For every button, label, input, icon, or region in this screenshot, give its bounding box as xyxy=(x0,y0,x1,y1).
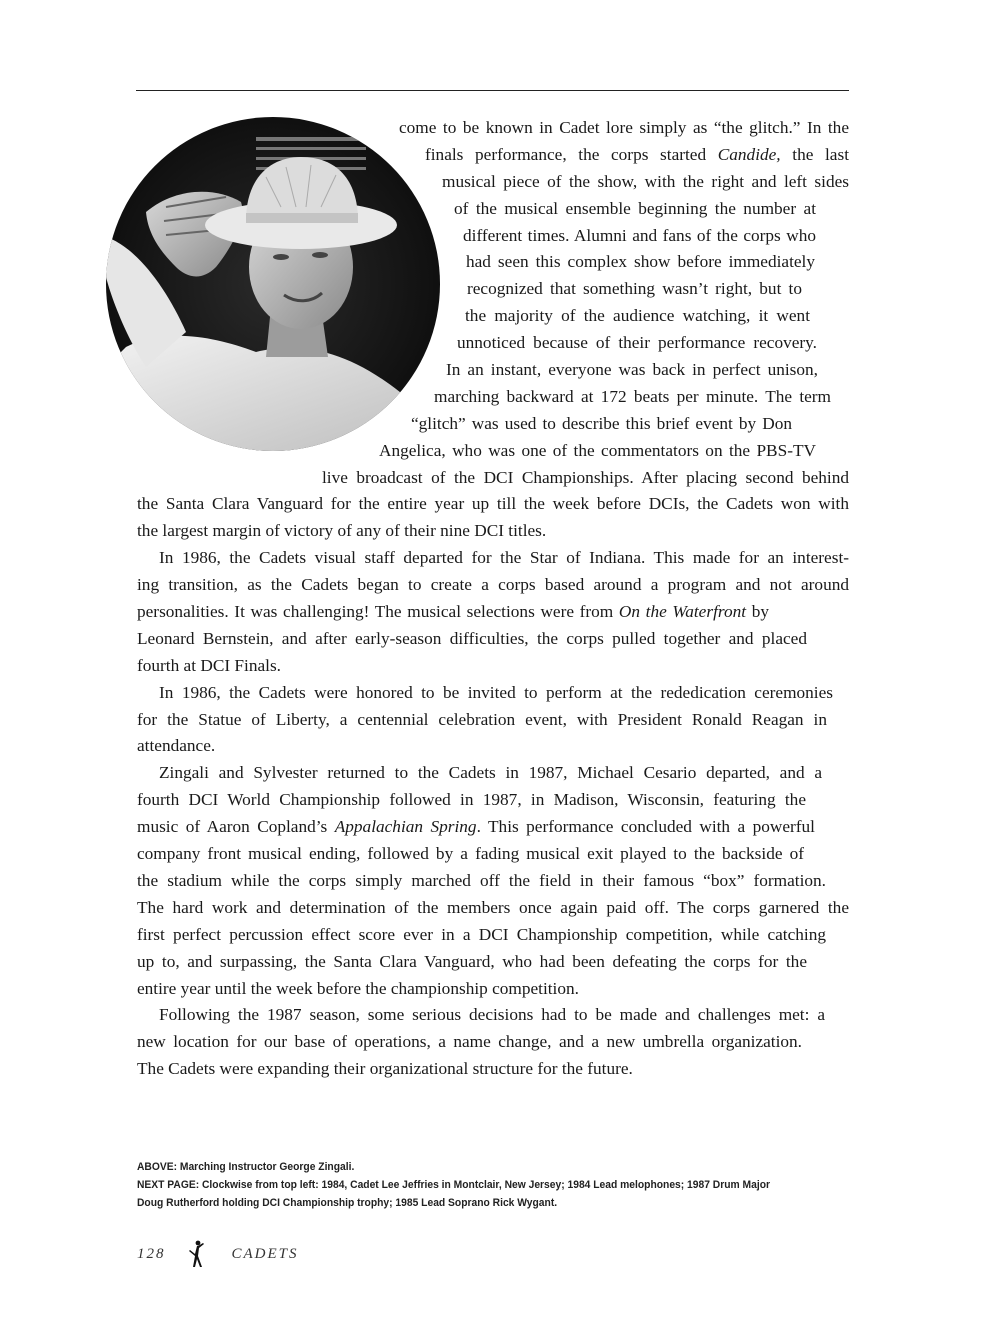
text-fragment: the last xyxy=(780,144,849,164)
text-line: fourth DCI World Championship followed in 1987, in Madison, Wisconsin, featuring the xyxy=(137,790,806,810)
caption-line: ABOVE: Marching Instructor George Zingali. xyxy=(137,1161,355,1173)
paragraph xyxy=(137,1002,849,1083)
paragraph xyxy=(137,680,849,761)
text-line: entire year until the week before the championship competition. xyxy=(137,978,579,998)
text-line: attendance. xyxy=(137,736,216,756)
text-fragment: . This performance concluded with a powerful xyxy=(476,817,815,837)
text-line: live broadcast of the DCI Championships. After placing second behind xyxy=(322,467,849,487)
text-line: The hard work and determination of the members once again paid off. The corps garnered the xyxy=(137,897,849,917)
italic-title: On the Waterfront xyxy=(618,602,747,622)
text-line: In an instant, everyone was back in perfect unison, xyxy=(446,360,818,380)
text-fragment: personalities. It was challenging! The musical selections were from xyxy=(137,602,619,622)
text-line: “glitch” was used to describe this brief event by Don xyxy=(411,413,792,433)
text-line: recognized that something wasn’t right, but to xyxy=(467,279,802,299)
page-footer xyxy=(137,1238,299,1270)
text-line: ing transition, as the Cadets began to create a corps based around a program and not around xyxy=(137,575,849,595)
page-number: 128 xyxy=(137,1245,166,1262)
text-line: new location for our base of operations, a name change, and a new umbrella organization. xyxy=(137,1032,802,1052)
italic-title: Appalachian Spring xyxy=(334,817,477,837)
text-line: unnoticed because of their performance recovery. xyxy=(457,333,817,353)
caption-line: Doug Rutherford holding DCI Championship trophy; 1985 Lead Soprano Rick Wygant. xyxy=(137,1197,558,1209)
text-line: marching backward at 172 beats per minute. The term xyxy=(434,386,831,406)
text-line xyxy=(137,814,815,841)
paragraph xyxy=(137,115,849,545)
text-line: first perfect percussion effect score ever in a DCI Championship competition, while catching xyxy=(137,924,826,944)
text-line: the Santa Clara Vanguard for the entire year up till the week before DCIs, the Cadets won with xyxy=(137,494,849,514)
text-line: Following the 1987 season, some serious decisions had to be made and challenges met: a xyxy=(159,1005,825,1025)
text-fragment: music of Aaron Copland’s xyxy=(137,817,335,837)
text-line: Zingali and Sylvester returned to the Cadets in 1987, Michael Cesario departed, and a xyxy=(159,763,822,783)
text-line: the largest margin of victory of any of their nine DCI titles. xyxy=(137,521,547,541)
cadet-figure-logo-icon xyxy=(186,1240,206,1268)
text-line: The Cadets were expanding their organizational structure for the future. xyxy=(137,1059,633,1079)
photo-caption xyxy=(137,1158,792,1212)
text-line: come to be known in Cadet lore simply as “the glitch.” In the xyxy=(399,118,849,137)
text-line: up to, and surpassing, the Santa Clara Vanguard, who had been defeating the corps for the xyxy=(137,951,807,971)
paragraph xyxy=(137,545,849,679)
text-line: the majority of the audience watching, it went xyxy=(465,306,810,326)
text-line: had seen this complex show before immediately xyxy=(466,252,815,272)
text-line: musical piece of the show, with the right and left sides xyxy=(442,171,849,191)
paragraph xyxy=(137,760,849,1002)
text-line: fourth at DCI Finals. xyxy=(137,655,281,675)
text-line: In 1986, the Cadets were honored to be invited to perform at the rededication ceremonies xyxy=(159,682,833,702)
body-text xyxy=(137,115,849,1083)
text-line: of the musical ensemble beginning the number at xyxy=(454,198,816,218)
text-fragment: by xyxy=(746,602,769,622)
caption-line: NEXT PAGE: Clockwise from top left: 1984, Cadet Lee Jeffries in Montclair, New Jersey; 1984 Lead melophones; 1987 Drum Major xyxy=(137,1179,771,1191)
text-line: for the Statue of Liberty, a centennial celebration event, with President Ronald Reagan in xyxy=(137,709,827,729)
italic-title: Candide, xyxy=(717,144,781,164)
text-fragment: finals performance, the corps started xyxy=(425,144,718,164)
text-line: the stadium while the corps simply marched off the field in their famous “box” formation. xyxy=(137,870,826,890)
text-line: In 1986, the Cadets visual staff departed for the Star of Indiana. This made for an interest- xyxy=(159,548,849,568)
running-head: CADETS xyxy=(231,1245,299,1262)
text-line: Angelica, who was one of the commentators on the PBS-TV xyxy=(379,440,816,460)
text-line: Leonard Bernstein, and after early-season difficulties, the corps pulled together and placed xyxy=(137,628,807,648)
text-line xyxy=(425,142,849,169)
top-rule xyxy=(136,90,849,91)
text-line: different times. Alumni and fans of the corps who xyxy=(463,225,816,245)
text-line: company front musical ending, followed by a fading musical exit played to the backside of xyxy=(137,844,804,864)
text-line xyxy=(137,599,769,626)
